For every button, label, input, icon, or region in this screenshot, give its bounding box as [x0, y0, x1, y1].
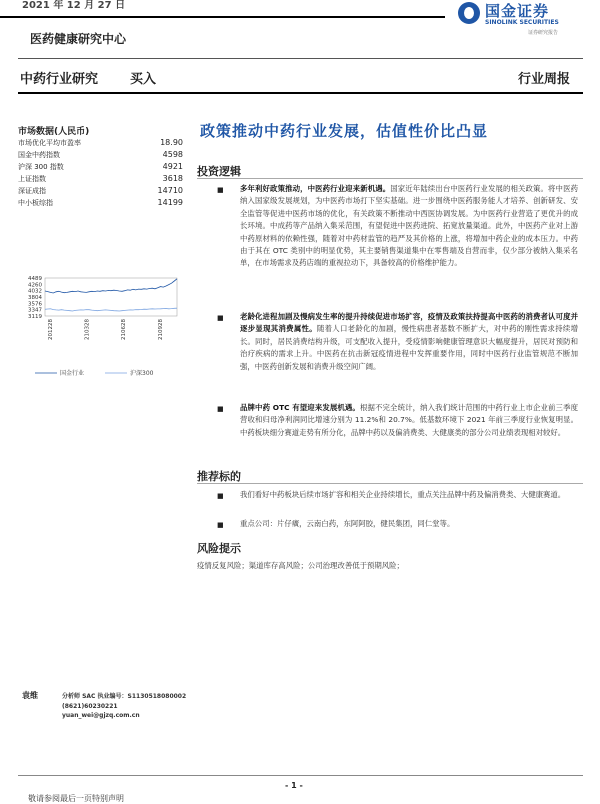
- section-title-logic: 投资逻辑: [197, 165, 241, 178]
- report-kind: 行业周报: [517, 72, 570, 87]
- research-center: 医药健康研究中心: [30, 32, 127, 46]
- logo-subtitle: 证券研究报告: [528, 30, 559, 36]
- legend-label: 国金行业: [60, 370, 85, 377]
- author-contact: 分析师 SAC 执业编号：S1130518080002 (8621)60230221 yuan_wei@gjzq.com.cn: [62, 693, 187, 719]
- y-tick-label: 4489: [28, 276, 42, 282]
- page-number: - 1 -: [285, 781, 303, 790]
- bullet-icon: ■: [217, 521, 224, 529]
- recommend-paragraph-2: 重点公司：片仔癀，云南白药，东阿阿胶，健民集团，同仁堂等。: [240, 519, 455, 528]
- bullet-icon: ■: [217, 314, 224, 322]
- x-tick-label: 210328: [84, 319, 91, 340]
- market-data-row: 国金中药指数 4598: [18, 150, 183, 159]
- market-data-row: 上证指数 3618: [18, 174, 183, 183]
- header-divider: [18, 58, 583, 59]
- market-data-row: 中小板综指 14199: [18, 198, 183, 207]
- x-tick-label: 210628: [121, 319, 128, 340]
- logic-paragraph-3: 品牌中药 OTC 有望迎来发展机遇。根据不完全统计，纳入我们统计范围的中药行业上市企业前三季度营收和归母净利润同比增速分别为 11.2%和 20.7%。低基数环境下 2021 年前三季度行业恢复明显。中药板块细分赛道走势有所分化，品牌中药以及偏消费类、大健康类的部分公司业绩表现相对较好。: [240, 403, 578, 437]
- y-tick-label: 4032: [28, 288, 42, 295]
- bullet-icon: ■: [217, 405, 224, 413]
- y-tick-label: 3804: [28, 295, 42, 301]
- section-rule: [197, 483, 583, 484]
- y-tick-label: 4260: [28, 282, 42, 289]
- bullet-icon: ■: [217, 492, 224, 500]
- disclaimer: 敬请参阅最后一页特别声明: [28, 794, 124, 803]
- author-email[interactable]: yuan_wei@gjzq.com.cn: [62, 712, 140, 719]
- company-logo: [458, 2, 578, 36]
- rating: 买入: [130, 72, 157, 87]
- footer-rule: [18, 775, 583, 776]
- market-data-table: [18, 137, 183, 209]
- top-rule: [0, 16, 445, 18]
- report-type: 中药行业研究: [20, 72, 99, 87]
- series-line-1: [45, 308, 177, 311]
- logo-mark-icon: [458, 2, 480, 24]
- y-tick-label: 3347: [28, 307, 42, 314]
- bullet-icon: ■: [217, 186, 224, 194]
- market-data-row: 市场优化平均市盈率 18.90: [18, 138, 183, 147]
- section-title-risk: 风险提示: [197, 542, 241, 555]
- recommend-paragraph-1: 我们看好中药板块后续市场扩容和相关企业持续增长，重点关注品牌中药及偏消费类、大健康赛道。: [240, 490, 566, 499]
- risk-text: 疫情反复风险；渠道库存高风险；公司治理改善低于预期风险；: [197, 561, 404, 570]
- logo-english-name: SINOLINK SECURITIES: [485, 19, 559, 26]
- market-data-row: 沪深 300 指数 4921: [18, 162, 183, 171]
- author-name: 袁维: [22, 691, 38, 700]
- logo-chinese-name: 国金证券: [485, 2, 550, 20]
- header-divider-bold: [18, 92, 583, 94]
- series-line-0: [45, 279, 177, 293]
- index-line-chart: [15, 270, 185, 400]
- market-data-title: 市场数据(人民币): [18, 127, 90, 137]
- y-tick-label: 3576: [28, 301, 42, 308]
- main-title: 政策推动中药行业发展，估值性价比凸显: [200, 122, 489, 140]
- report-date: 2021 年 12 月 27 日: [22, 0, 126, 11]
- legend-label: 沪深300: [130, 370, 154, 377]
- section-title-recommend: 推荐标的: [197, 470, 241, 483]
- logic-paragraph-1: 多年利好政策推动，中医药行业迎来新机遇。国家近年陆续出台中医药行业发展的相关政策。将中医药纳入国家级发展规划，为中医药市场打下坚实基础。进一步围绕中医药服务能人才培养、创新研发、安全监管等促进中医药市场的优化，有关政策不断推动中西医协调发展。为中医药行业营造了更优升的成长环境。中成药等产品纳入集采范围，有望促进中医药进院、拓宽放量渠道。此外，中医药产业对上游中药原材料的依赖性强，随着对中药材监管的趋严及其价格的上涨，将增加中药企业的成本压力。中药由于其在 OTC 类别中的明显优势，其主要销售渠道集中在零售端及自营而非，仅少部分被纳入集采名单，在市场需求及药店端的重视拉动下，具备较高的价格维护能力。: [240, 184, 578, 268]
- section-rule: [197, 178, 583, 179]
- y-tick-label: 3119: [28, 314, 42, 320]
- x-tick-label: 210928: [157, 319, 164, 340]
- logic-paragraph-2: 老龄化进程加剧及慢病发生率的提升持续促进市场扩容，疫情及政策扶持提高中医药的消费者认可度并逐步显现其消费属性。随着人口老龄化的加剧，慢性病患者基数不断扩大，对中药的刚性需求持续增长。同时，居民消费结构升级，可支配收入提升，受疫情影响健康管理意识大幅度提升，居民对预防和治疗疾病的需求上升。中医药在抗击新冠疫情进程中发挥重要作用，同时中医药行业监管规范不断加强，中医药创新发展和消费升级空间广阔。: [240, 312, 578, 371]
- x-tick-label: 201228: [48, 319, 54, 340]
- market-data-row: 深证成指 14710: [18, 186, 183, 195]
